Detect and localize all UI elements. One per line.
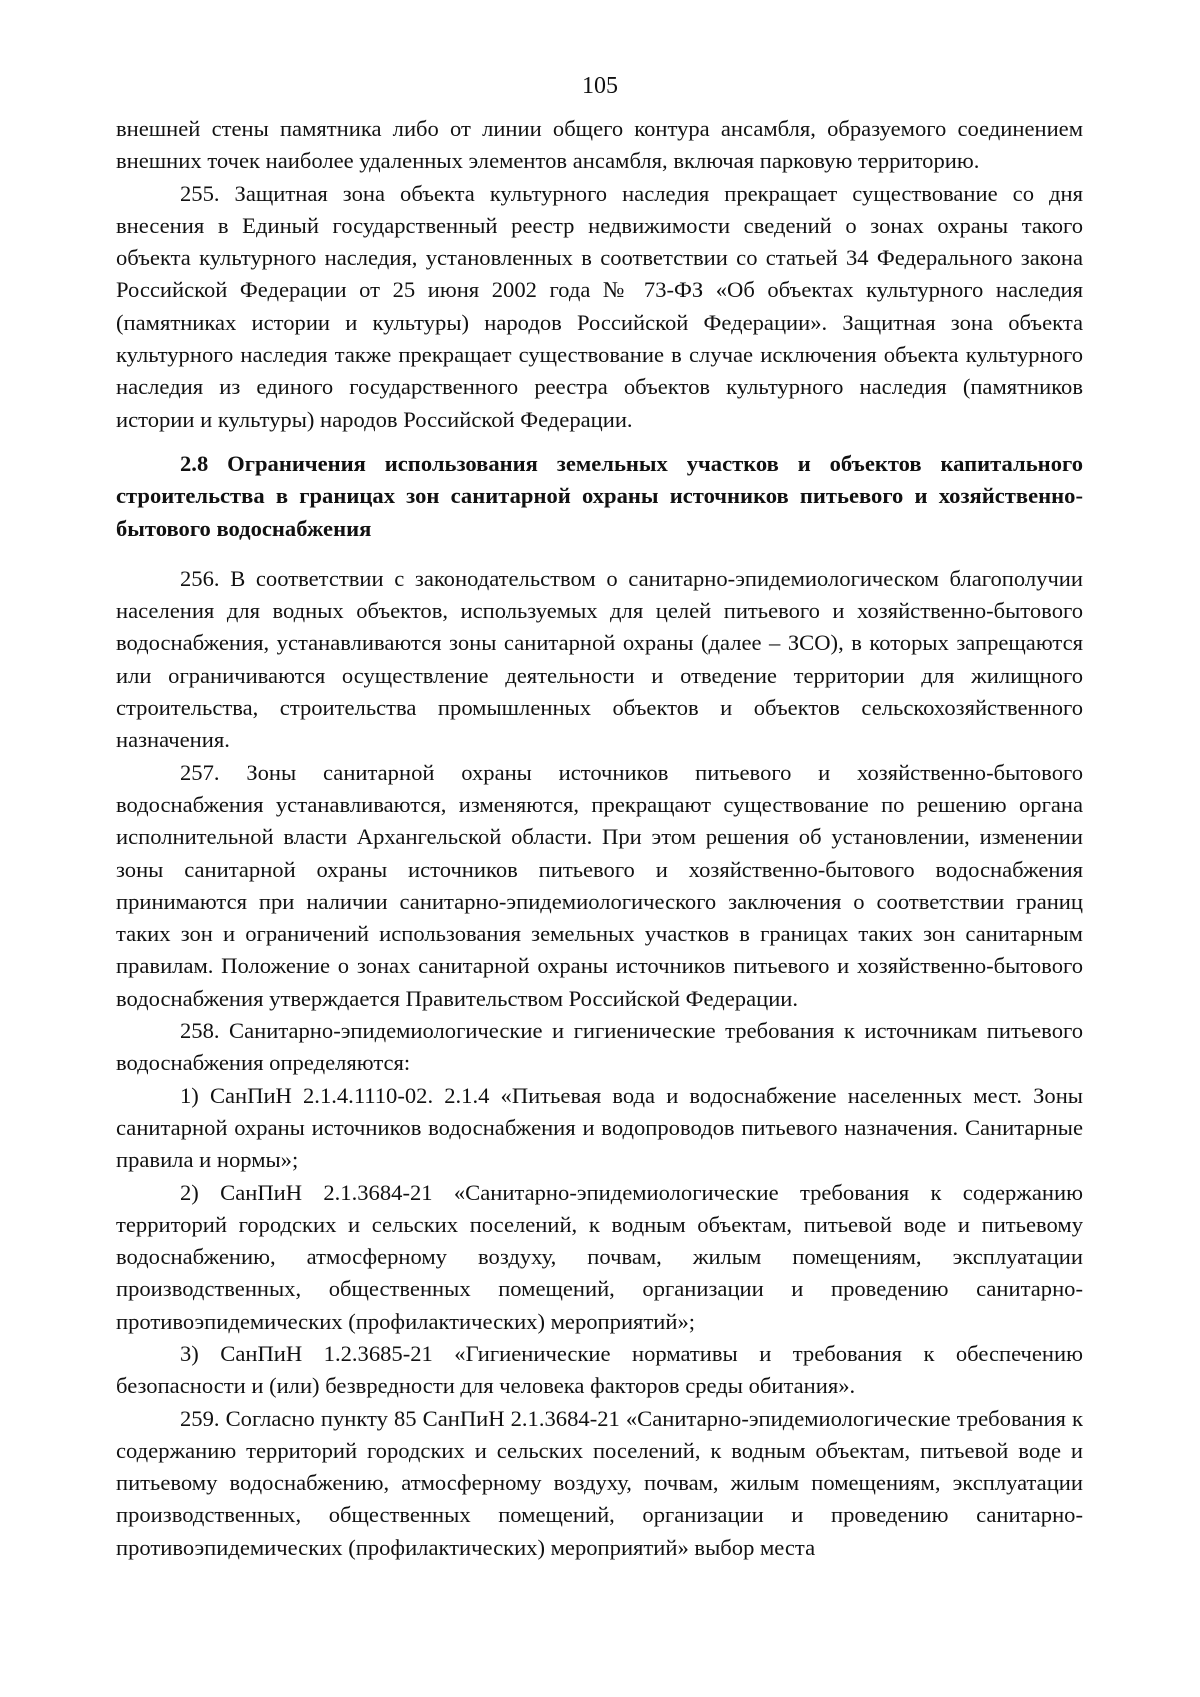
document-body <box>116 113 1083 1564</box>
section-heading: 2.8 Ограничения использования земельных участков и объектов капитального строительства в границах зон санитарной охраны источников питьевого и хозяйственно-бытового водоснабжения <box>116 450 1083 541</box>
list-item-2: 2) СанПиН 2.1.3684-21 «Санитарно-эпидемиологические требования к содержанию территорий городских и сельских поселений, к водным объектам, питьевой воде и питьевому водоснабжению, атмосферному воздуху, почвам, жилым помещениям, эксплуатации производственных, общественных помещений, организации и проведению санитарно-противоэпидемических (профилактических) мероприятий»; <box>116 1179 1083 1334</box>
paragraph-continuation: внешней стены памятника либо от линии общего контура ансамбля, образуемого соединением внешних точек наиболее удаленных элементов ансамбля, включая парковую территорию. <box>116 116 1083 174</box>
paragraph-259: 259. Согласно пункту 85 СанПиН 2.1.3684-21 «Санитарно-эпидемиологические требования к содержанию территорий городских и сельских поселений, к водным объектам, питьевой воде и питьевому водоснабжению, атмосферному воздуху, почвам, жилым помещениям, эксплуатации производственных, общественных помещений, организации и проведению санитарно-противоэпидемических (профилактических) мероприятий» выбор места <box>116 1405 1083 1560</box>
page-number: 105 <box>582 73 618 99</box>
list-item-3: 3) СанПиН 1.2.3685-21 «Гигиенические нормативы и требования к обеспечению безопасности и (или) безвредности для человека факторов среды обитания». <box>116 1340 1083 1399</box>
list-item-1: 1) СанПиН 2.1.4.1110-02. 2.1.4 «Питьевая вода и водоснабжение населенных мест. Зоны санитарной охраны источников водоснабжения и водопроводов питьевого назначения. Санитарные правила и нормы»; <box>116 1082 1083 1173</box>
paragraph-258: 258. Санитарно-эпидемиологические и гигиенические требования к источникам питьевого водоснабжения определяются: <box>116 1018 1083 1076</box>
paragraph-255: 255. Защитная зона объекта культурного наследия прекращает существование со дня внесения в Единый государственный реестр недвижимости сведений о зонах охраны такого объекта культурного наследия, установленных в соответствии со статьей 34 Федерального закона Российской Федерации от 25 июня 2002 года № 73-ФЗ «Об объектах культурного наследия (памятниках истории и культуры) народов Российской Федерации». Защитная зона объекта культурного наследия также прекращает существование в случае исключения объекта культурного наследия из единого государственного реестра объектов культурного наследия (памятников истории и культуры) народов Российской Федерации. <box>116 180 1083 432</box>
paragraph-256: 256. В соответствии с законодательством о санитарно-эпидемиологическом благополучии населения для водных объектов, используемых для целей питьевого и хозяйственно-бытового водоснабжения, устанавливаются зоны санитарной охраны (далее – ЗСО), в которых запрещаются или ограничиваются осуществление деятельности и отведение территории для жилищного строительства, строительства промышленных объектов и объектов сельскохозяйственного назначения. <box>116 565 1083 753</box>
paragraph-257: 257. Зоны санитарной охраны источников питьевого и хозяйственно-бытового водоснабжения устанавливаются, изменяются, прекращают существование по решению органа исполнительной власти Архангельской области. При этом решения об установлении, изменении зоны санитарной охраны источников питьевого и хозяйственно-бытового водоснабжения принимаются при наличии санитарно-эпидемиологического заключения о соответствии границ таких зон и ограничений использования земельных участков в границах таких зон санитарным правилам. Положение о зонах санитарной охраны источников питьевого и хозяйственно-бытового водоснабжения утверждается Правительством Российской Федерации. <box>116 759 1083 1011</box>
